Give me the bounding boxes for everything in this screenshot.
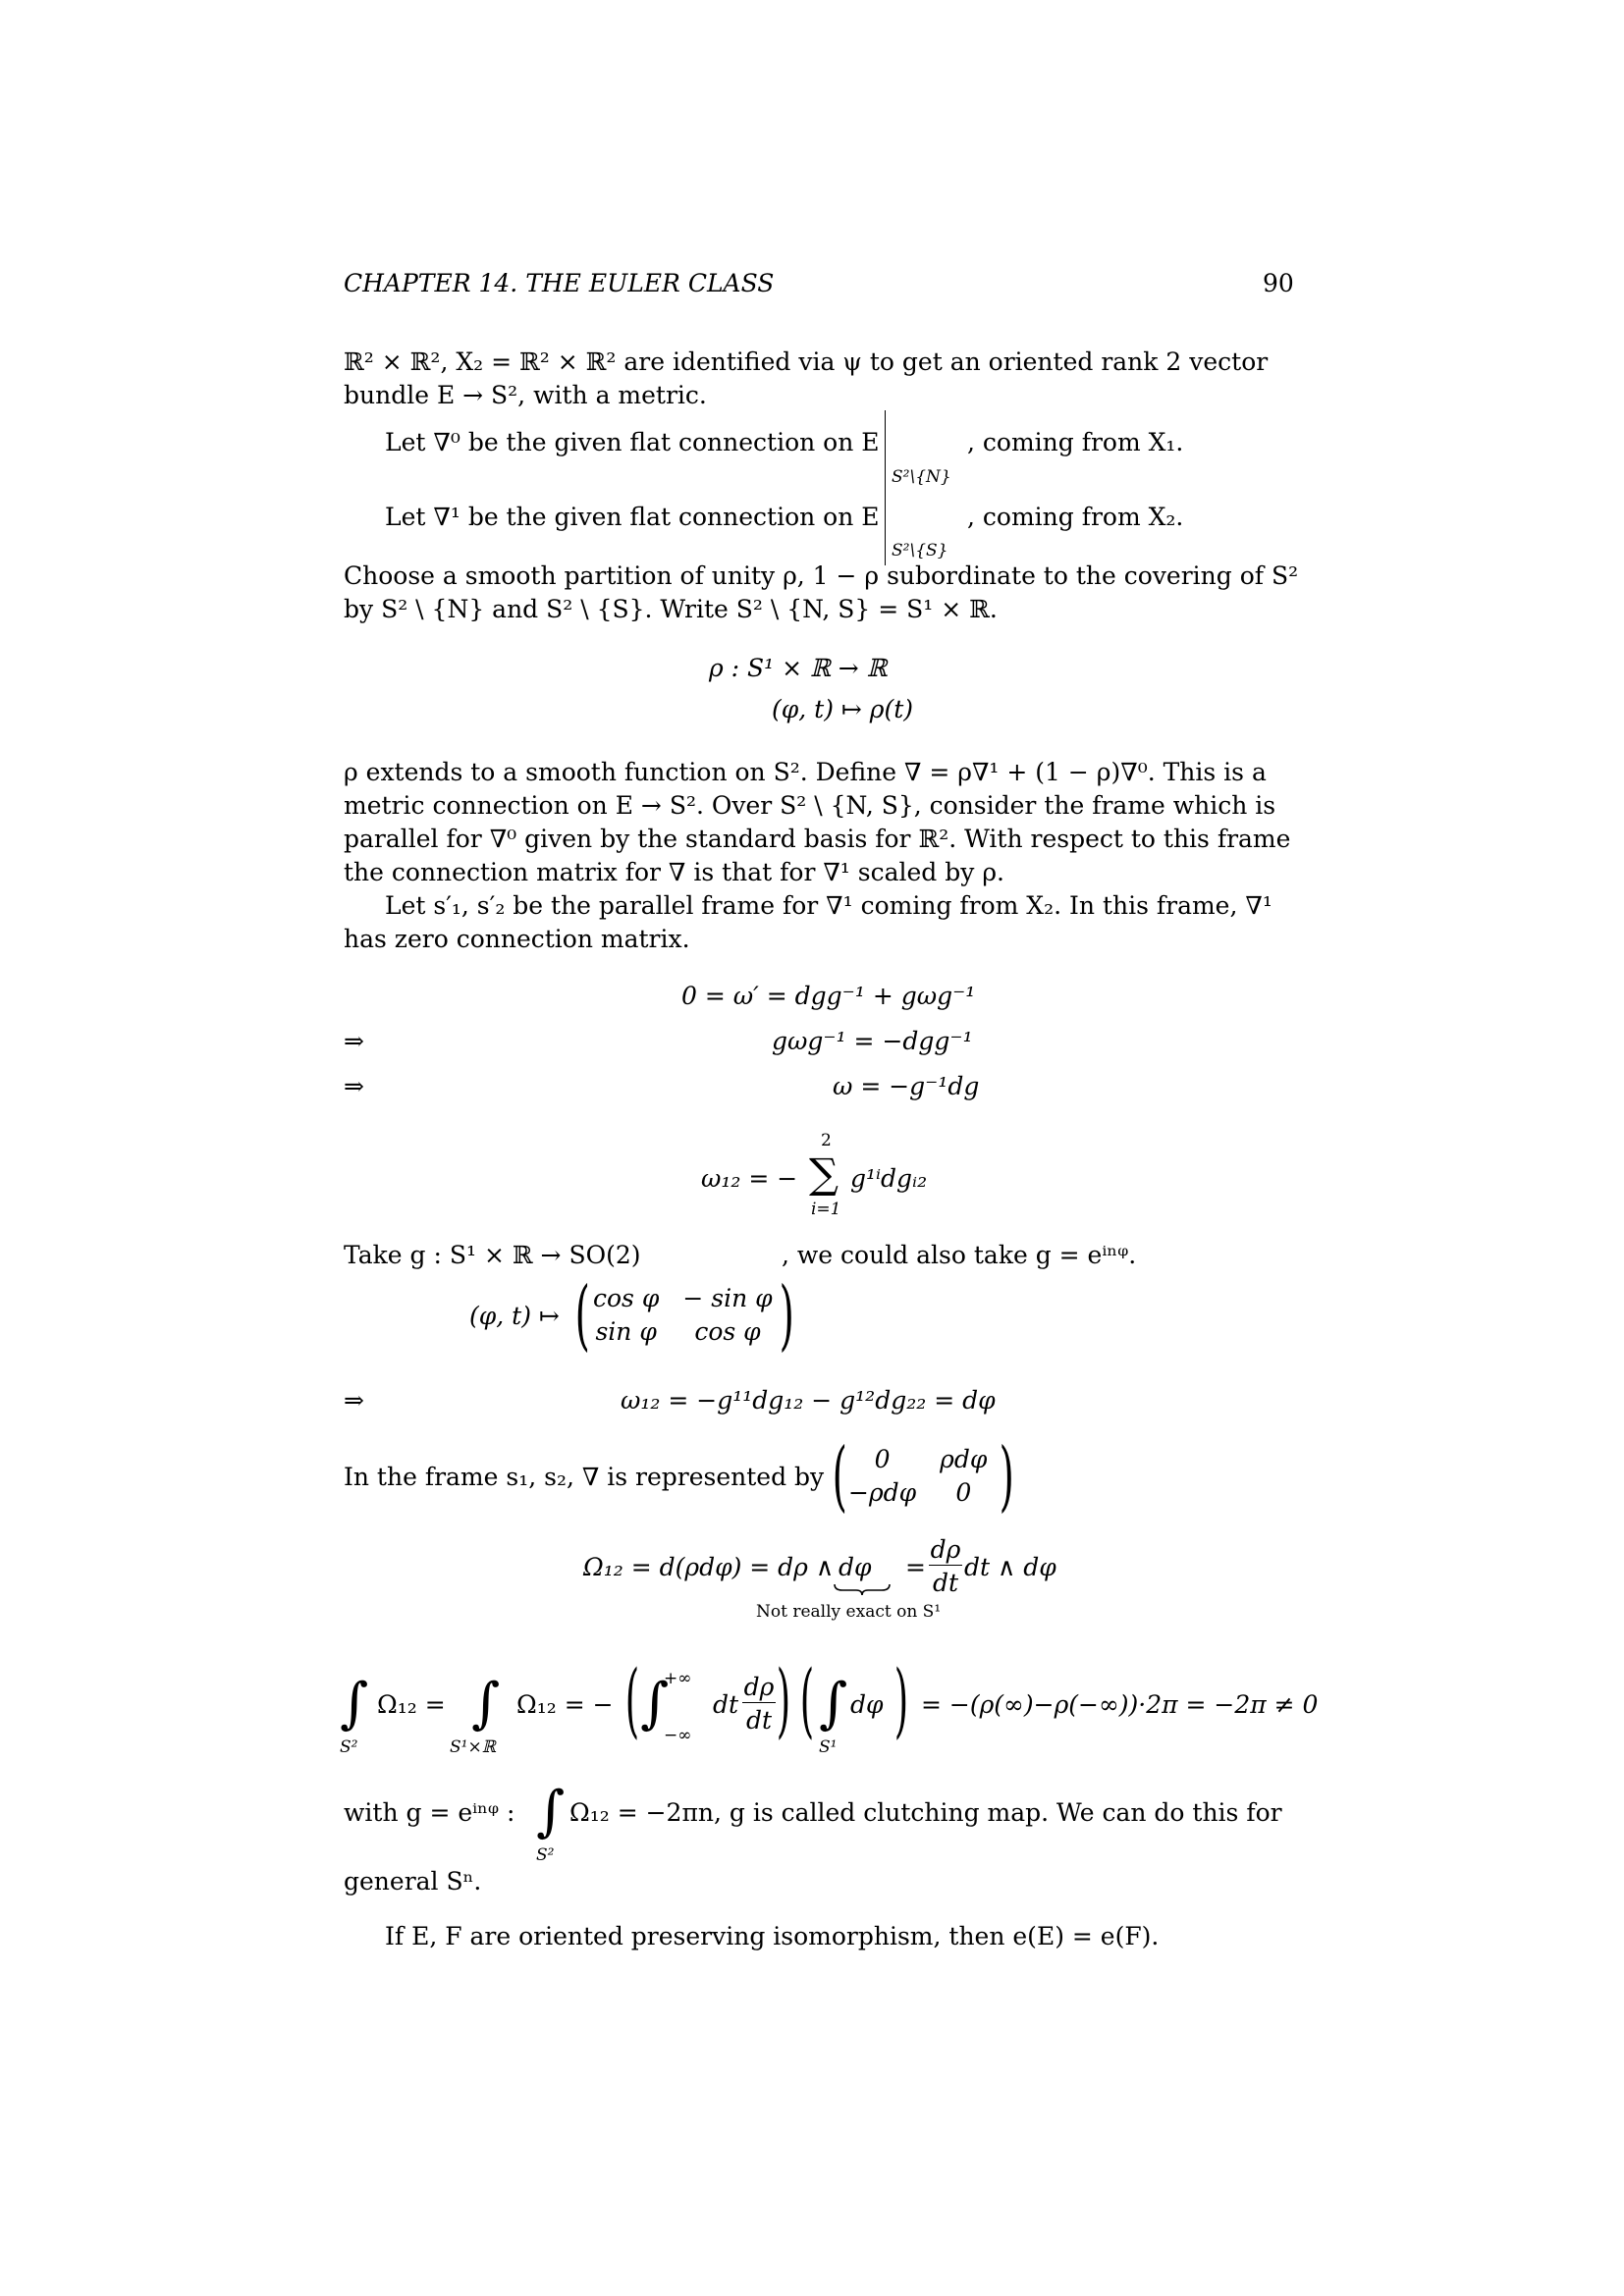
integral-symbol-1: ∫ [340, 1672, 369, 1735]
let-nabla1-tail: , coming from X₂. [967, 503, 1184, 531]
paragraph-2-line-2: by S² \ {N} and S² \ {S}. Write S² \ {N, S} = S¹ × ℝ. [344, 595, 998, 623]
equation-4-lhs: ω₁₂ = − [701, 1164, 798, 1193]
equation-3: ω = −g⁻¹dg [833, 1072, 980, 1100]
fraction-numerator: dρ [930, 1535, 961, 1564]
matrix-2-left-paren: ( [832, 1432, 847, 1521]
equation-4-rhs: g¹ⁱdgᵢ₂ [850, 1164, 928, 1193]
integral-sub-2: S¹×ℝ [450, 1737, 496, 1757]
chapter-heading: CHAPTER 14. THE EULER CLASS [344, 269, 775, 297]
matrix-2-right-paren: ) [999, 1432, 1014, 1521]
implies-arrow-3: ⇒ [344, 1386, 364, 1415]
take-g-alternative: , we could also take g = eⁱⁿᵠ. [782, 1241, 1137, 1269]
equation-6-lhs: Ω₁₂ = d(ρdφ) = dρ ∧ [583, 1553, 835, 1581]
paragraph-1-line-2: bundle E → S², with a metric. [344, 381, 707, 409]
integral-lhs-1: Ω₁₂ = [377, 1690, 446, 1719]
matrix-2-cell: −ρdφ [848, 1478, 917, 1507]
let-nabla0-tail: , coming from X₁. [967, 428, 1184, 456]
integral-dt: dt [713, 1690, 739, 1719]
integral-fraction-numerator: dρ [743, 1673, 775, 1701]
rotation-matrix [581, 1282, 785, 1349]
underbrace-note: Not really exact on S¹ [756, 1602, 942, 1622]
implies-arrow-2: ⇒ [344, 1072, 364, 1100]
matrix-1-cell: − sin φ [682, 1284, 773, 1312]
matrix-1-cell: sin φ [595, 1317, 657, 1346]
matrix-2-cell: ρdφ [940, 1445, 988, 1473]
matrix-2-cell: 0 [874, 1445, 891, 1473]
paragraph-1-line-1: ℝ² × ℝ², X₂ = ℝ² × ℝ² are identified via ψ to get an oriented rank 2 vector [344, 347, 1269, 376]
with-g-integral-sub: S² [536, 1845, 555, 1865]
integral-symbol-4: ∫ [819, 1672, 848, 1735]
integral-lhs-2: Ω₁₂ = − [516, 1690, 614, 1719]
integral-symbol-5: ∫ [536, 1780, 566, 1843]
frame-text: In the frame s₁, s₂, ∇ is represented by [344, 1463, 825, 1491]
big-left-paren-2: ( [799, 1654, 815, 1747]
underbrace [833, 1582, 892, 1596]
integral-dphi: dφ [850, 1690, 884, 1719]
rho-map-line-1: ρ : S¹ × ℝ → ℝ [709, 654, 888, 682]
equation-6-equals: = [905, 1553, 926, 1581]
connection-matrix [837, 1443, 999, 1510]
take-g-text: Take g : S¹ × ℝ → SO(2) [344, 1241, 641, 1269]
big-left-paren-1: ( [624, 1654, 640, 1747]
general-sn: general Sⁿ. [344, 1867, 482, 1896]
matrix-1-left-paren: ( [574, 1271, 590, 1360]
rho-map-line-2: (φ, t) ↦ ρ(t) [772, 695, 914, 723]
final-statement: If E, F are oriented preserving isomorphism, then e(E) = e(F). [385, 1922, 1160, 1950]
paragraph-3-line-1: ρ extends to a smooth function on S². Define ∇ = ρ∇¹ + (1 − ρ)∇⁰. This is a [344, 758, 1267, 786]
integral-lower-limit: −∞ [664, 1726, 692, 1745]
integral-sub-3: S¹ [819, 1737, 838, 1757]
paragraph-3-line-4: the connection matrix for ∇ is that for ∇¹ scaled by ρ. [344, 858, 1004, 886]
matrix-1-cell: cos φ [694, 1317, 761, 1346]
paragraph-3-line-3: parallel for ∇⁰ given by the standard basis for ℝ². With respect to this frame [344, 825, 1291, 853]
sum-lower-limit: i=1 [811, 1200, 841, 1219]
integral-fraction-denominator: dt [745, 1706, 773, 1735]
integral-symbol-2: ∫ [471, 1672, 501, 1735]
integral-upper-limit: +∞ [664, 1669, 692, 1688]
equation-5: ω₁₂ = −g¹¹dg₁₂ − g¹²dg₂₂ = dφ [621, 1386, 996, 1415]
matrix-2-cell: 0 [955, 1478, 972, 1507]
integral-result: = −(ρ(∞)−ρ(−∞))·2π = −2π ≠ 0 [921, 1690, 1319, 1719]
restriction-sub-0: S²\{N} [892, 467, 951, 487]
equation-6-rhs: dt ∧ dφ [964, 1553, 1056, 1581]
integral-fraction-bar [742, 1702, 776, 1703]
with-g-text: with g = eⁱⁿᵠ : [344, 1798, 515, 1827]
integral-sub-1: S² [340, 1737, 358, 1757]
fraction-denominator: dt [932, 1569, 959, 1597]
page-number: 90 [1263, 269, 1294, 297]
big-right-paren-1: ) [776, 1654, 791, 1747]
restriction-sub-1: S²\{S} [892, 541, 948, 561]
map-lhs: (φ, t) ↦ [469, 1302, 560, 1330]
equation-1: 0 = ω′ = dgg⁻¹ + gωg⁻¹ [681, 982, 976, 1010]
integral-symbol-3: ∫ [640, 1672, 670, 1735]
paragraph-4-line-2: has zero connection matrix. [344, 925, 690, 953]
matrix-1-cell: cos φ [593, 1284, 660, 1312]
fraction-bar [929, 1565, 962, 1566]
sum-symbol: ∑ [809, 1149, 839, 1198]
sum-upper-limit: 2 [821, 1131, 832, 1150]
matrix-1-right-paren: ) [779, 1271, 794, 1360]
with-g-tail: Ω₁₂ = −2πn, g is called clutching map. We can do this for [569, 1798, 1282, 1827]
implies-arrow-1: ⇒ [344, 1027, 364, 1055]
paragraph-4-line-1: Let s′₁, s′₂ be the parallel frame for ∇¹ coming from X₂. In this frame, ∇¹ [385, 891, 1272, 920]
restriction-bar-0 [885, 410, 886, 491]
restriction-bar-1 [885, 485, 886, 565]
equation-6-dphi: dφ [839, 1553, 872, 1581]
paragraph-3-line-2: metric connection on E → S². Over S² \ {N, S}, consider the frame which is [344, 791, 1276, 820]
paragraph-2-line-1: Choose a smooth partition of unity ρ, 1 − ρ subordinate to the covering of S² [344, 561, 1299, 590]
let-nabla1-text: Let ∇¹ be the given flat connection on E [385, 503, 880, 531]
equation-2: gωg⁻¹ = −dgg⁻¹ [772, 1027, 973, 1055]
big-right-paren-2: ) [893, 1654, 909, 1747]
let-nabla0-text: Let ∇⁰ be the given flat connection on E [385, 428, 880, 456]
